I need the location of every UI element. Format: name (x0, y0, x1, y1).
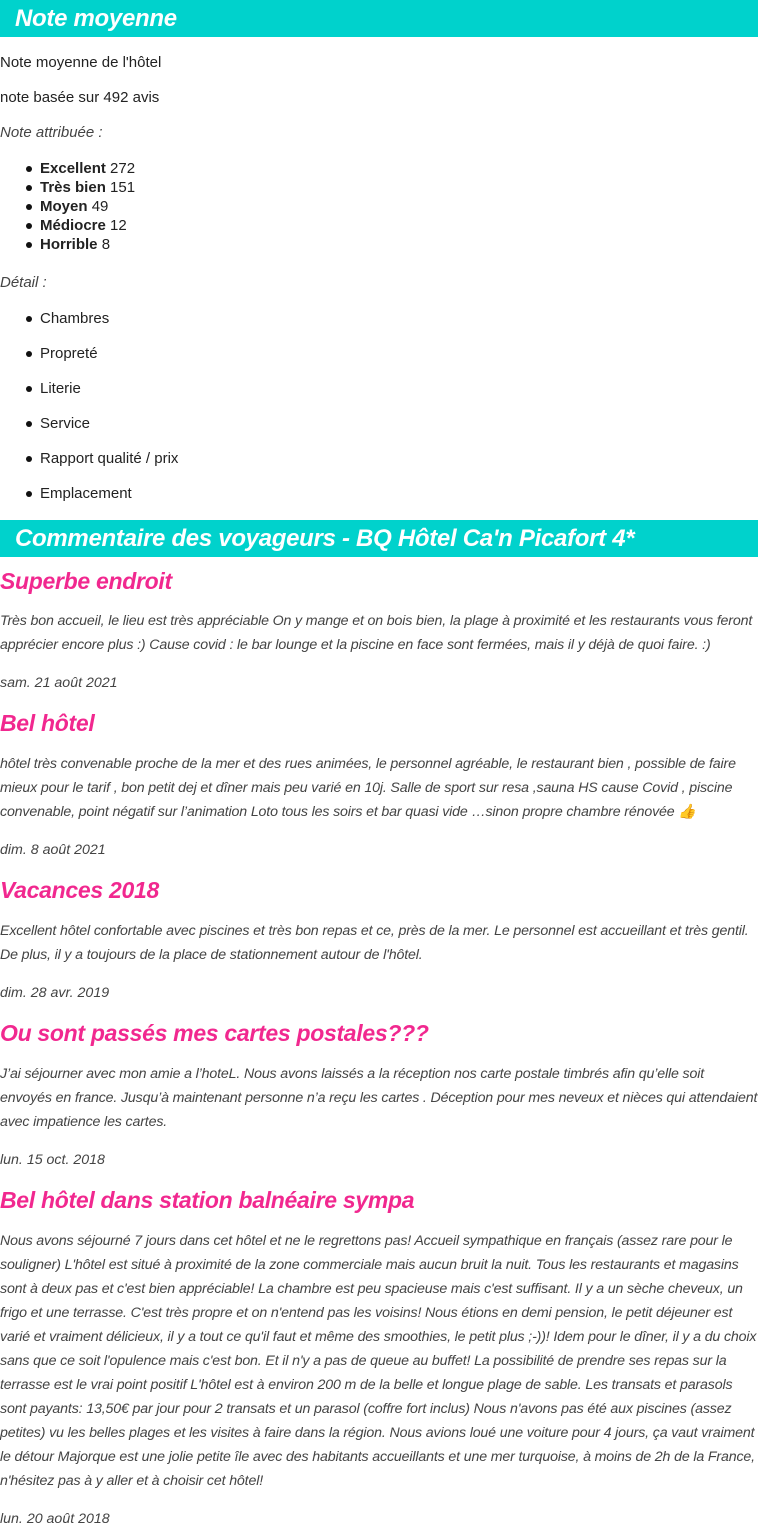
review-item (0, 1020, 758, 1170)
review-title: Superbe endroit (0, 568, 172, 594)
hotel-average-label: Note moyenne de l'hôtel (0, 54, 162, 71)
review-date: lun. 15 oct. 2018 (0, 1152, 105, 1168)
review-title: Bel hôtel dans station balnéaire sympa (0, 1187, 415, 1213)
review-text: Excellent hôtel confortable avec piscines et très bon repas et ce, près de la mer. Le personnel est accueillant et très gentil. De plus, il y a toujours de la place de stationnement autour de l'hôtel. (0, 923, 749, 963)
detail-item-rapport-qualite-prix: Rapport qualité / prix (0, 449, 758, 468)
rating-row-excellent (0, 159, 758, 178)
detail-item-service: Service (0, 414, 758, 433)
detail-label: Détail : (0, 274, 47, 291)
reviews-section (0, 520, 758, 1529)
rating-row-mediocre (0, 216, 758, 235)
detail-item-proprete: Propreté (0, 344, 758, 363)
rating-count: 49 (91, 198, 109, 215)
rating-label: Médiocre (40, 217, 106, 234)
review-date: dim. 8 août 2021 (0, 842, 106, 858)
detail-item-chambres: Chambres (0, 309, 758, 328)
ratings-label: Note attribuée : (0, 124, 103, 141)
rating-label: Moyen (40, 198, 88, 215)
ratings-breakdown-list (0, 159, 758, 254)
rating-count: 8 (101, 236, 111, 253)
review-title: Vacances 2018 (0, 877, 159, 903)
rating-count: 12 (110, 217, 127, 234)
review-item (0, 1187, 758, 1529)
review-date: dim. 28 avr. 2019 (0, 985, 110, 1001)
rating-row-tres-bien (0, 178, 758, 197)
average-rating-section (0, 0, 758, 503)
review-title: Ou sont passés mes cartes postales??? (0, 1020, 429, 1046)
review-text: Nous avons séjourné 7 jours dans cet hôtel et ne le regrettons pas! Accueil sympathique en français (assez rare pour le souligner) L'hôtel est situé à proximité de la zone commerciale mais aucun bruit la nuit. Tous les restaurants et magasins sont à deux pas et c'est bien appréciable! La chambre est peu spacieuse mais c'est suffisant. Il y a un sèche cheveux, un frigo et une terrasse. C'est très propre et on n'entend pas les voisins! Nous étions en demi pension, le petit déjeuner est varié et vraiment délicieux, il y a tout ce qu'il faut et même des smoothies, le petit plus ;-))! Idem pour le dîner, il y a du choix sans que ce soit l'opulence mais c'est bon. Et il n'y a pas de queue au buffet! La possibilité de prendre ses repas sur la terrasse est le vrai point positif L'hôtel est à environ 200 m de la belle et longue plage de sable. Les transats et parasols sont payants: 13,50€ par jour pour 2 transats et un parasol (coffre fort inclus) Nous n'avons pas été aux piscines (assez petites) vu les belles plages et les visites à faire dans la région. Nous avions loué une voiture pour 4 jours, ça vaut vraiment le détour Majorque est une jolie petite île avec des habitants accueillants et une mer turquoise, à moins de 2h de la France, n'hésitez pas à y aller et à choisir cet hôtel! (0, 1233, 757, 1489)
rating-row-moyen (0, 197, 758, 216)
review-item (0, 877, 758, 1003)
review-item (0, 568, 758, 693)
rating-label: Excellent (40, 160, 106, 177)
rating-count: 151 (110, 179, 136, 196)
rating-row-horrible (0, 235, 758, 254)
review-date: lun. 20 août 2018 (0, 1511, 110, 1527)
review-text: hôtel très convenable proche de la mer et des rues animées, le personnel agréable, le restaurant bien , possible de faire mieux pour le tarif , bon petit dej et dîner mais peu varié en 10j. Salle de sport sur resa ,sauna HS cause Covid , piscine convenable, point négatif sur l’animation Loto tous les soirs et bar quasi vide …sinon propre chambre rénovée 👍 (0, 756, 736, 820)
section-heading-reviews: Commentaire des voyageurs - BQ Hôtel Ca'n Picafort 4* (0, 520, 758, 557)
review-date: sam. 21 août 2021 (0, 675, 118, 691)
rating-label: Horrible (40, 236, 98, 253)
review-item (0, 710, 758, 860)
detail-item-literie: Literie (0, 379, 758, 398)
review-text: Très bon accueil, le lieu est très appréciable On y mange et on bois bien, la plage à proximité et les restaurants vous feront apprécier encore plus :) Cause covid : le bar lounge et la piscine en face sont fermées, mais il y déjà de quoi faire. :) (0, 613, 753, 653)
rating-count: 272 (110, 160, 136, 177)
review-text: J’ai séjourner avec mon amie a l’hoteL. Nous avons laissés a la réception nos carte postale timbrés afin qu’elle soit envoyés en france. Jusqu’à maintenant personne n’a reçu les cartes . Déception pour mes neveux et nièces qui attendaient avec impatience les cartes. (0, 1066, 758, 1130)
review-count-text: note basée sur 492 avis (0, 89, 160, 106)
section-heading-average: Note moyenne (0, 0, 758, 37)
detail-item-emplacement: Emplacement (0, 484, 758, 503)
detail-criteria-list (0, 309, 758, 503)
rating-label: Très bien (40, 179, 106, 196)
review-title: Bel hôtel (0, 710, 95, 736)
